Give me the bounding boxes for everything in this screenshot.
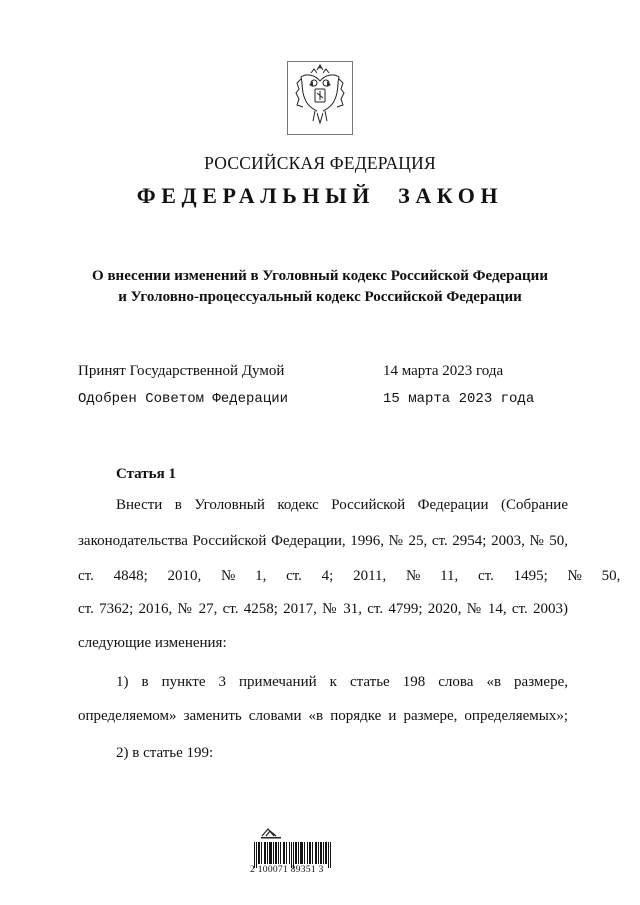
article-body-line: следующие изменения: [78, 635, 227, 651]
approved-date: 15 марта 2023 года [383, 391, 535, 407]
document-type: ФЕДЕРАЛЬНЫЙ ЗАКОН [136, 183, 504, 208]
article-body-line: ст. 4848; 2010, № 1, ст. 4; 2011, № 11, ст. 1495; № 50, [78, 568, 621, 584]
list-item-1-line: 1) в пункте 3 примечаний к статье 198 слова «в размере, [116, 674, 568, 690]
article-body-line: Внести в Уголовный кодекс Российской Федерации (Собрание [116, 497, 568, 513]
list-item-1-line: определяемом» заменить словами «в порядке и размере, определяемых»; [78, 708, 568, 724]
barcode-number: 2 100071 89351 3 [250, 865, 324, 875]
coat-of-arms-icon [287, 61, 353, 135]
law-title-line-2: и Уголовно-процессуальный кодекс Российской Федерации [118, 289, 522, 305]
law-title-line-1: О внесении изменений в Уголовный кодекс Российской Федерации [92, 268, 548, 284]
adopted-date: 14 марта 2023 года [383, 363, 504, 379]
article-heading: Статья 1 [116, 466, 176, 482]
adopted-by-duma-label: Принят Государственной Думой [78, 363, 285, 379]
printer-logo-icon [258, 826, 284, 840]
country-name: РОССИЙСКАЯ ФЕДЕРАЦИЯ [204, 153, 436, 173]
approved-by-council-label: Одобрен Советом Федерации [78, 391, 289, 407]
article-body-line: законодательства Российской Федерации, 1996, № 25, ст. 2954; 2003, № 50, [78, 533, 568, 549]
list-item-2: 2) в статье 199: [116, 745, 214, 761]
article-body-line: ст. 7362; 2016, № 27, ст. 4258; 2017, № 31, ст. 4799; 2020, № 14, ст. 2003) [78, 601, 568, 617]
